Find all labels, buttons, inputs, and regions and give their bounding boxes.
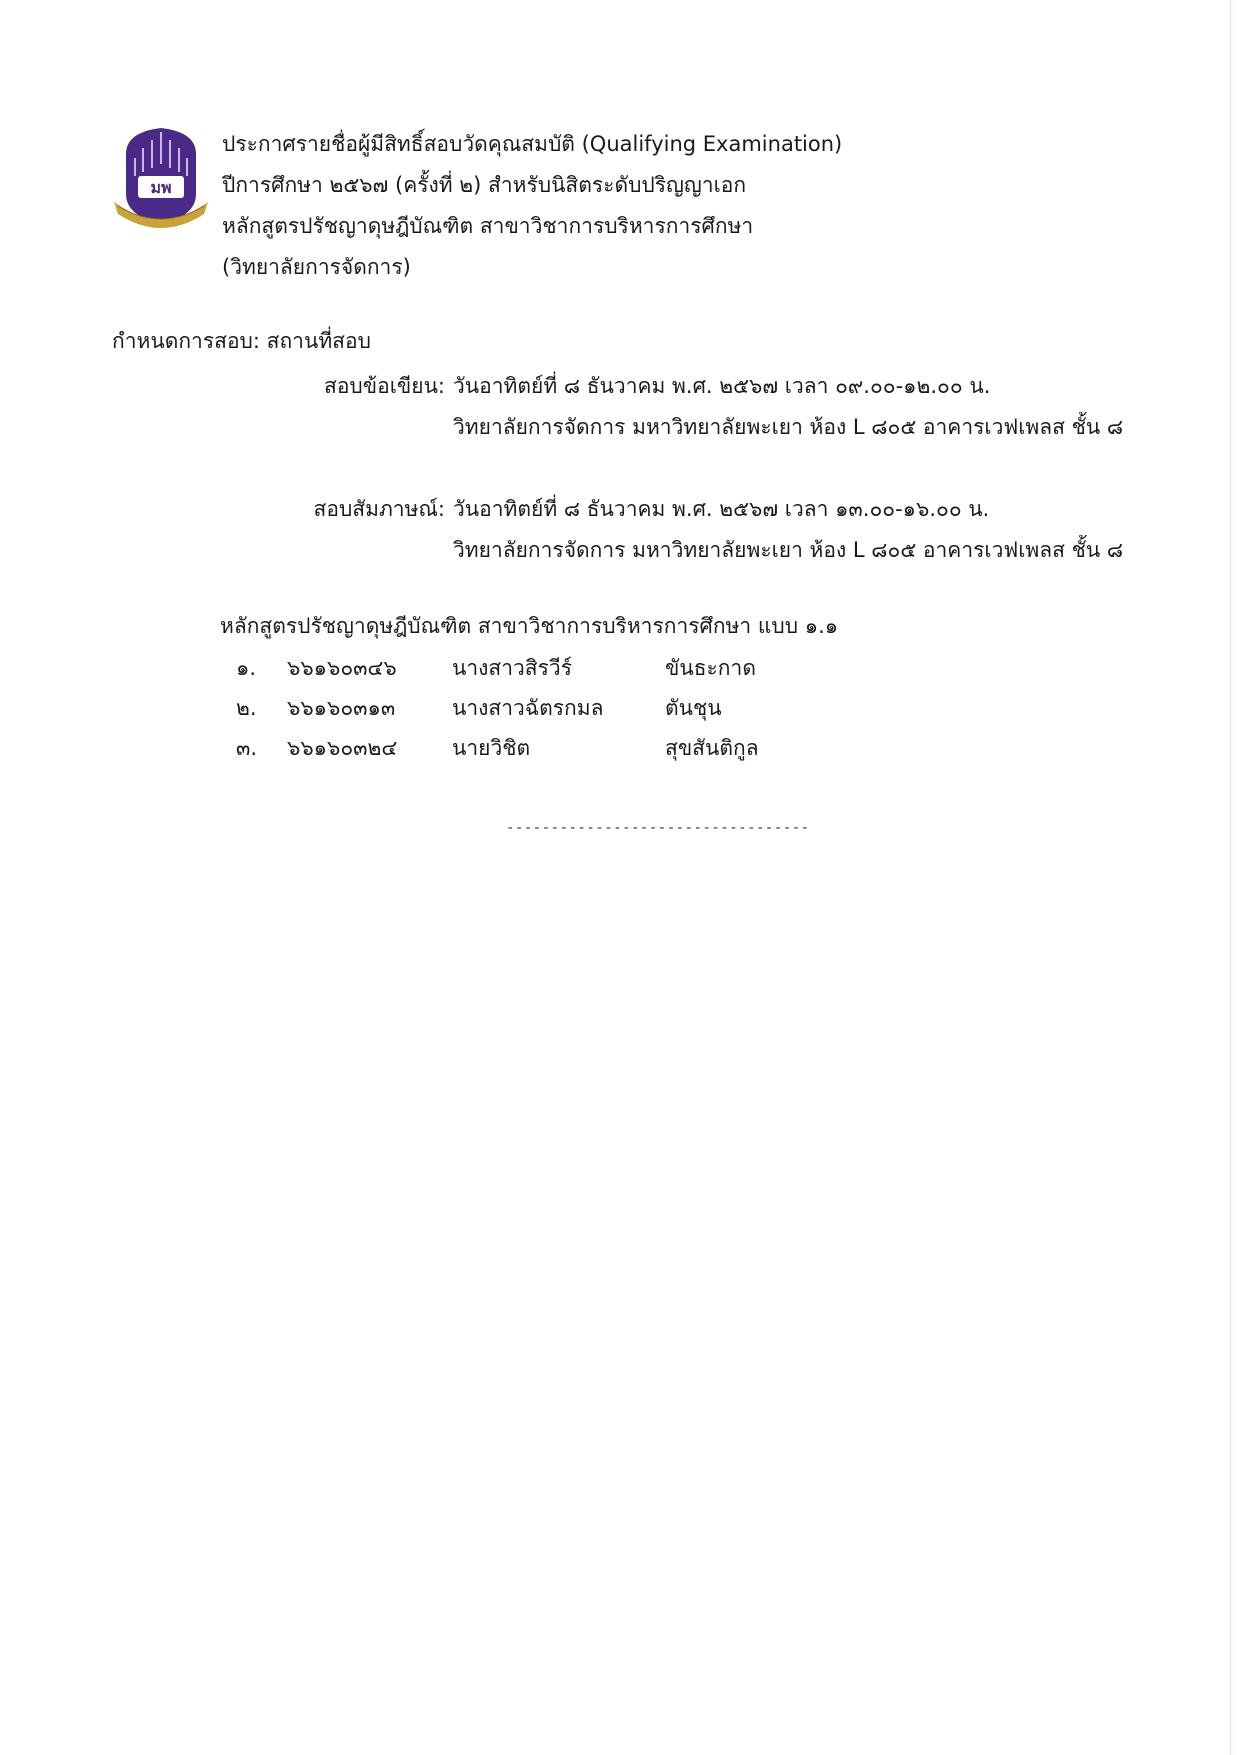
student-last-name: ตันชุน — [665, 696, 722, 720]
university-logo — [112, 124, 210, 240]
student-first-name: นางสาวฉัตรกมล — [452, 696, 604, 720]
student-id: ๖๖๑๖๐๓๑๓ — [287, 696, 396, 720]
page-edge — [1230, 0, 1241, 1755]
student-first-name: นางสาวสิรวีร์ — [452, 656, 572, 680]
header-line-year: ปีการศึกษา ๒๕๖๗ (ครั้งที่ ๒) สำหรับนิสิตระดับปริญญาเอก — [222, 173, 747, 197]
header-line-title: ประกาศรายชื่อผู้มีสิทธิ์สอบวัดคุณสมบัติ (Qualifying Examination) — [222, 132, 843, 156]
header-line-program: หลักสูตรปรัชญาดุษฎีบัณฑิต สาขาวิชาการบริหารการศึกษา — [222, 214, 754, 238]
interview-exam-label: สอบสัมภาษณ์: — [313, 497, 445, 521]
student-first-name: นายวิชิต — [452, 736, 531, 760]
list-item — [0, 652, 1241, 692]
student-number: ๓. — [236, 736, 258, 760]
list-item — [0, 692, 1241, 732]
end-of-document-divider: ---------------------------------- — [506, 820, 810, 836]
written-exam-label: สอบข้อเขียน: — [324, 374, 445, 398]
program-title: หลักสูตรปรัชญาดุษฎีบัณฑิต สาขาวิชาการบริหารการศึกษา แบบ ๑.๑ — [220, 614, 839, 638]
list-item — [0, 732, 1241, 772]
student-id: ๖๖๑๖๐๓๒๔ — [287, 736, 398, 760]
student-last-name: ขันธะกาด — [665, 656, 756, 680]
student-list — [0, 652, 1241, 772]
schedule-heading: กำหนดการสอบ: สถานที่สอบ — [112, 329, 371, 353]
document-header — [222, 124, 842, 288]
written-exam-location: วิทยาลัยการจัดการ มหาวิทยาลัยพะเยา ห้อง L ๘๐๕ อาคารเวฟเพลส ชั้น ๘ — [453, 415, 1124, 439]
header-line-college: (วิทยาลัยการจัดการ) — [222, 255, 411, 279]
student-number: ๑. — [236, 656, 257, 680]
student-number: ๒. — [236, 696, 257, 720]
logo-text: มพ — [150, 178, 172, 197]
interview-exam-location: วิทยาลัยการจัดการ มหาวิทยาลัยพะเยา ห้อง L ๘๐๕ อาคารเวฟเพลส ชั้น ๘ — [453, 538, 1124, 562]
student-id: ๖๖๑๖๐๓๔๖ — [287, 656, 397, 680]
university-emblem-icon — [112, 124, 210, 240]
student-last-name: สุขสันติกูล — [665, 736, 759, 760]
written-exam-datetime: วันอาทิตย์ที่ ๘ ธันวาคม พ.ศ. ๒๕๖๗ เวลา ๐๙.๐๐-๑๒.๐๐ น. — [453, 374, 991, 398]
interview-exam-datetime: วันอาทิตย์ที่ ๘ ธันวาคม พ.ศ. ๒๕๖๗ เวลา ๑๓.๐๐-๑๖.๐๐ น. — [453, 497, 990, 521]
